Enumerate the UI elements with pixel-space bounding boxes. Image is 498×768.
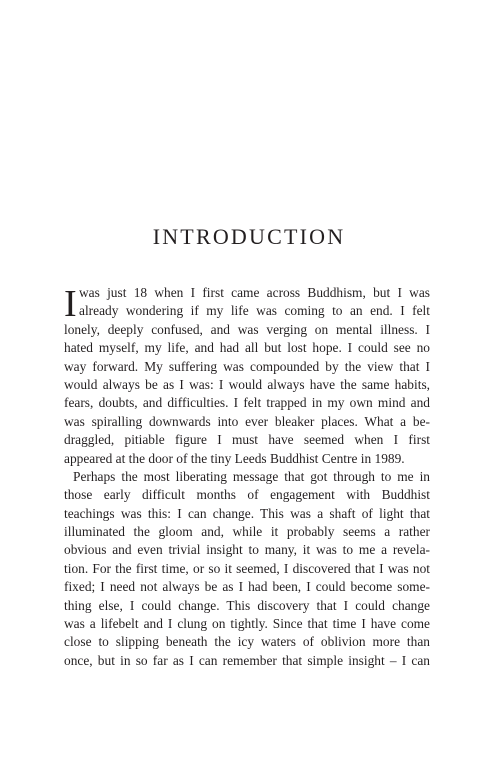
text-line: close to slipping beneath the icy waters of oblivion more than bbox=[64, 634, 430, 650]
text-line: teachings was this: I can change. This was a shaft of light that bbox=[64, 505, 430, 521]
text-line: thing else, I could change. This discovery that I could change bbox=[64, 597, 430, 613]
text-line: would always be as I was: I would always have the same habits, bbox=[64, 376, 430, 392]
drop-cap: I bbox=[64, 283, 77, 325]
text-line: was a lifebelt and I clung on tightly. Since that time I have come bbox=[64, 616, 430, 632]
text-line: lonely, deeply confused, and was verging on mental illness. I bbox=[64, 321, 430, 337]
text-line: Perhaps the most liberating message that got through to me in bbox=[73, 468, 430, 484]
text-line: was spiralling downwards into ever bleaker places. What a be- bbox=[64, 413, 430, 429]
text-line: once, but in so far as I can remember that simple insight – I can bbox=[64, 652, 430, 668]
text-line: already wondering if my life was coming to an end. I felt bbox=[79, 303, 430, 319]
chapter-title: INTRODUCTION bbox=[152, 224, 346, 249]
paragraph-2 bbox=[64, 468, 430, 670]
text-line: was just 18 when I first came across Buddhism, but I was bbox=[79, 285, 430, 300]
text-line: way forward. My suffering was compounded by the view that I bbox=[64, 358, 430, 374]
text-line: hated myself, my life, and had all but lost hope. I could see no bbox=[64, 340, 430, 356]
text-line: appeared at the door of the tiny Leeds Buddhist Centre in 1989. bbox=[64, 450, 405, 466]
text-line: obvious and even trivial insight to many, it was to me a revela- bbox=[64, 542, 430, 558]
text-line: fixed; I need not always be as I had been, I could become some- bbox=[64, 579, 430, 595]
text-line: illuminated the gloom and, while it probably seems a rather bbox=[64, 524, 430, 540]
text-line: fears, doubts, and difficulties. I felt trapped in my own mind and bbox=[64, 395, 430, 411]
paragraph-1 bbox=[64, 284, 430, 468]
text-line: draggled, pitiable figure I must have seemed when I first bbox=[64, 432, 430, 448]
text-line: tion. For the first time, or so it seemed, I discovered that I was not bbox=[64, 560, 430, 576]
body-text bbox=[64, 284, 430, 670]
text-line: those early difficult months of engagement with Buddhist bbox=[64, 487, 430, 503]
